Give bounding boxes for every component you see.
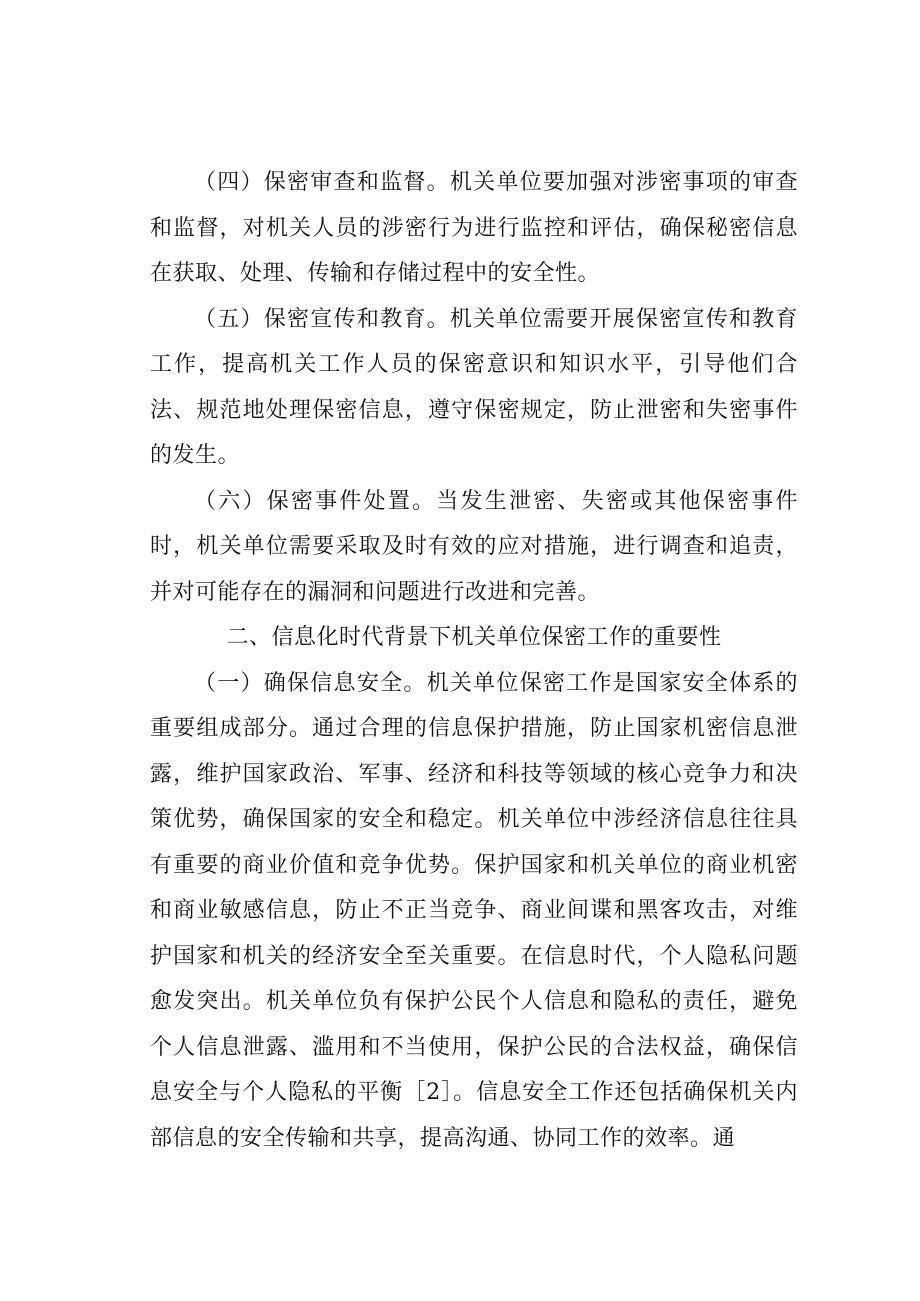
paragraph-security-review: （四）保密审查和监督。机关单位要加强对涉密事项的审查和监督，对机关人员的涉密行为进行监控和评估，确保秘密信息在获取、处理、传输和存储过程中的安全性。	[150, 170, 798, 286]
section-heading: 二、信息化时代背景下机关单位保密工作的重要性	[226, 625, 722, 650]
paragraph-security-education: （五）保密宣传和教育。机关单位需要开展保密宣传和教育工作，提高机关工作人员的保密意识和知识水平，引导他们合法、规范地处理保密信息，遵守保密规定，防止泄密和失密事件的发生。	[150, 306, 798, 468]
document-body	[150, 160, 798, 1161]
paragraph-information-security: （一）确保信息安全。机关单位保密工作是国家安全体系的重要组成部分。通过合理的信息保护措施，防止国家机密信息泄露，维护国家政治、军事、经济和科技等领域的核心竞争力和决策优势，确保国家的安全和稳定。机关单位中涉经济信息往往具有重要的商业价值和竞争优势。保护国家和机关单位的商业机密和商业敏感信息，防止不正当竞争、商业间谍和黑客攻击，对维护国家和机关的经济安全至关重要。在信息时代，个人隐私问题愈发突出。机关单位负有保护公民个人信息和隐私的责任，避免个人信息泄露、滥用和不当使用，保护公民的合法权益，确保信息安全与个人隐私的平衡［2］。信息安全工作还包括确保机关内部信息的安全传输和共享，提高沟通、协同工作的效率。通	[150, 670, 798, 1151]
paragraph-incident-handling: （六）保密事件处置。当发生泄密、失密或其他保密事件时，机关单位需要采取及时有效的应对措施，进行调查和追责，并对可能存在的漏洞和问题进行改进和完善。	[150, 488, 798, 605]
